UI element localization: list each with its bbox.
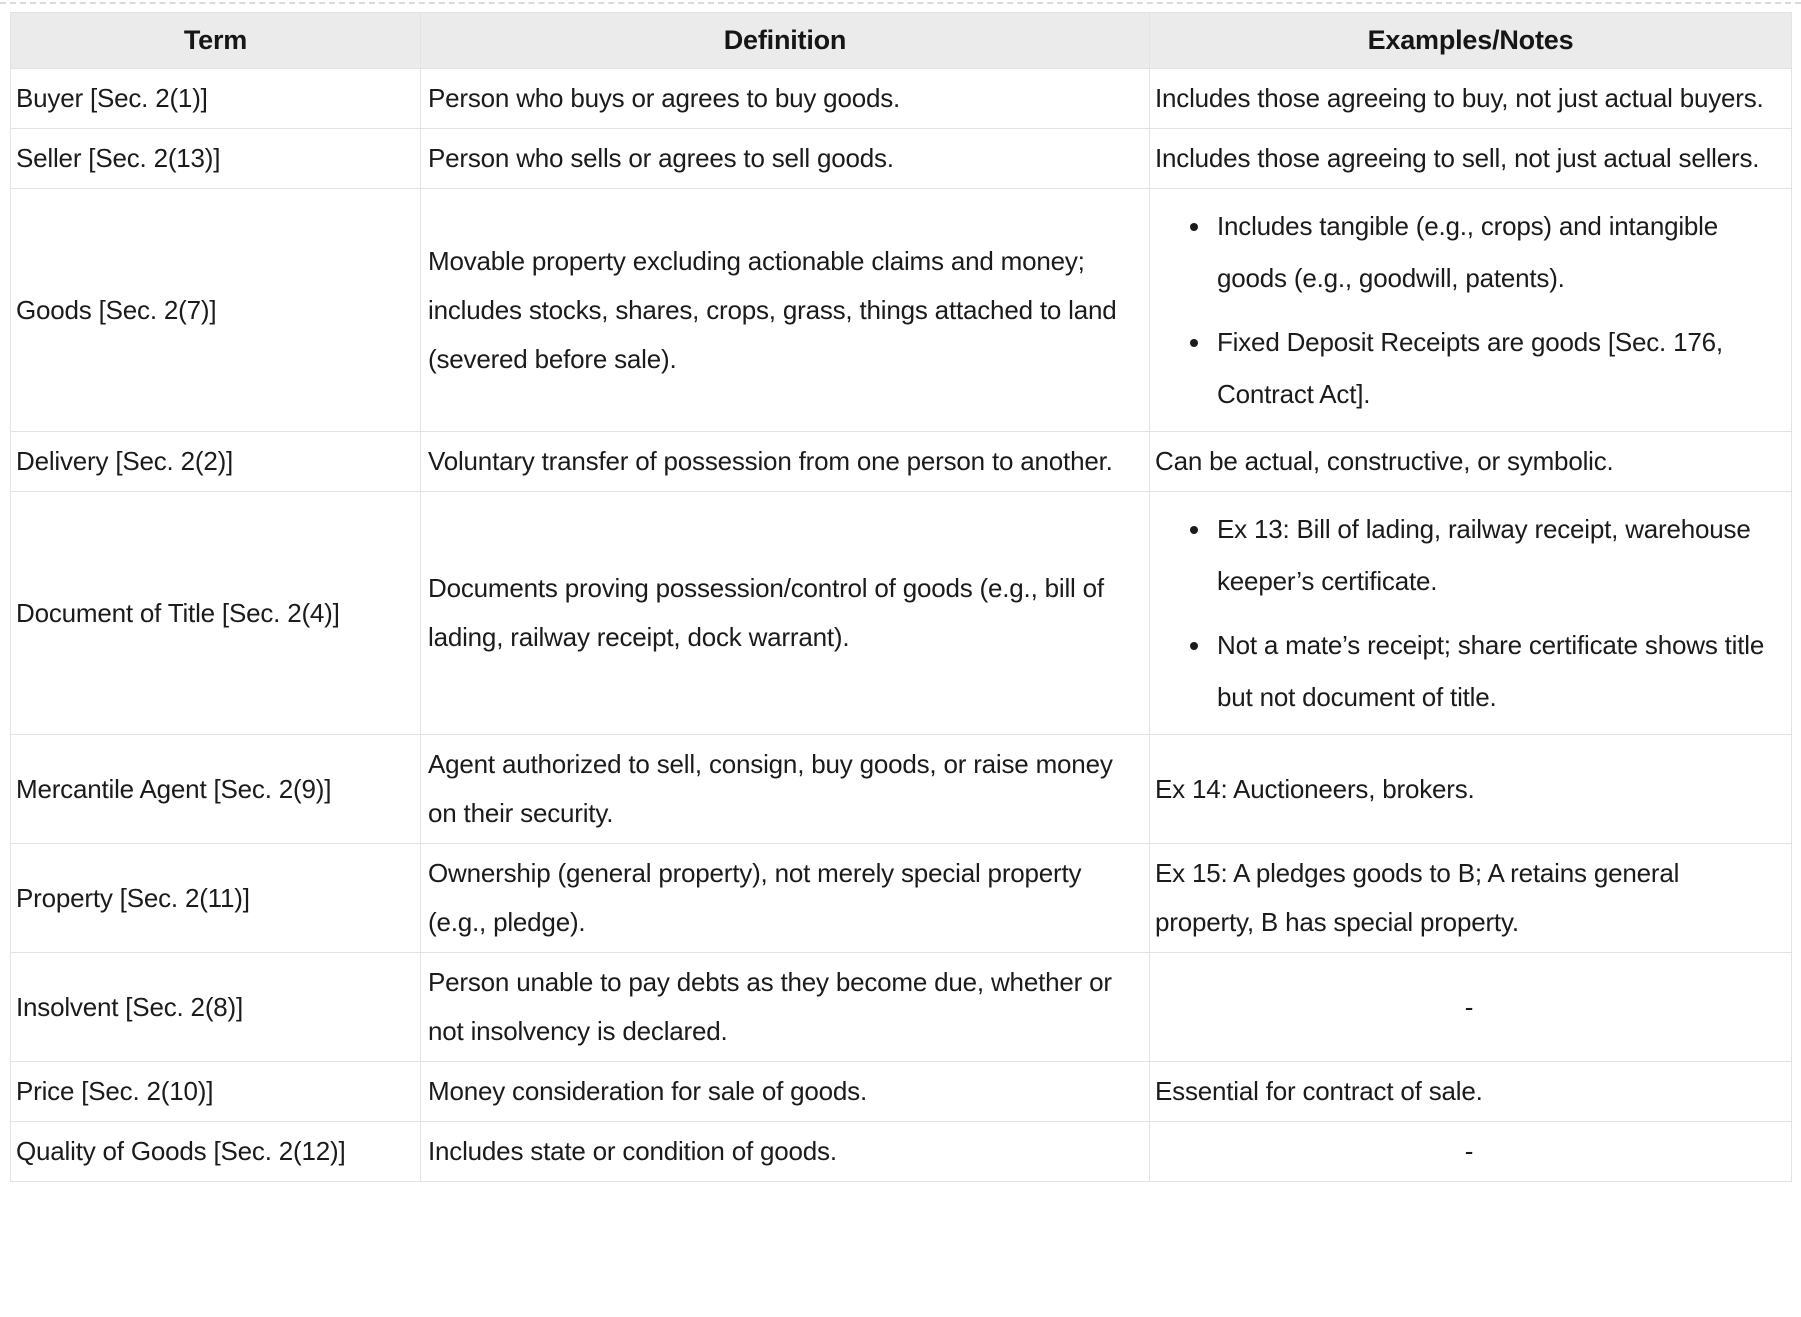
notes-list xyxy=(1155,194,1783,426)
examples-notes-cell xyxy=(1150,189,1792,432)
definition-cell: Voluntary transfer of possession from one person to another. xyxy=(421,432,1150,492)
examples-notes-cell: - xyxy=(1150,953,1792,1062)
header-cell-examples-notes: Examples/Notes xyxy=(1150,13,1792,69)
definition-cell: Movable property excluding actionable claims and money; includes stocks, shares, crops, grass, things attached to land (severed before sale). xyxy=(421,189,1150,432)
table-header xyxy=(11,13,1792,69)
table-row xyxy=(11,69,1792,129)
definition-cell: Documents proving possession/control of goods (e.g., bill of lading, railway receipt, dock warrant). xyxy=(421,492,1150,735)
notes-list xyxy=(1155,497,1783,729)
term-cell: Document of Title [Sec. 2(4)] xyxy=(11,492,421,735)
definition-cell: Includes state or condition of goods. xyxy=(421,1122,1150,1182)
table-row xyxy=(11,492,1792,735)
definition-cell: Money consideration for sale of goods. xyxy=(421,1062,1150,1122)
examples-notes-cell xyxy=(1150,492,1792,735)
term-cell: Delivery [Sec. 2(2)] xyxy=(11,432,421,492)
definition-cell: Ownership (general property), not merely special property (e.g., pledge). xyxy=(421,844,1150,953)
notes-bullet-item: • Fixed Deposit Receipts are goods [Sec. 176, Contract Act]. xyxy=(1213,316,1783,420)
table-row xyxy=(11,189,1792,432)
examples-notes-cell: Includes those agreeing to buy, not just actual buyers. xyxy=(1150,69,1792,129)
term-cell: Insolvent [Sec. 2(8)] xyxy=(11,953,421,1062)
table-body xyxy=(11,69,1792,1182)
table-row xyxy=(11,844,1792,953)
term-cell: Seller [Sec. 2(13)] xyxy=(11,129,421,189)
definition-cell: Person unable to pay debts as they become due, whether or not insolvency is declared. xyxy=(421,953,1150,1062)
examples-notes-cell: Ex 14: Auctioneers, brokers. xyxy=(1150,735,1792,844)
table-row xyxy=(11,1122,1792,1182)
examples-notes-cell: Includes those agreeing to sell, not just actual sellers. xyxy=(1150,129,1792,189)
top-divider-rule xyxy=(0,2,1801,4)
examples-notes-cell: Can be actual, constructive, or symbolic. xyxy=(1150,432,1792,492)
definition-cell: Agent authorized to sell, consign, buy goods, or raise money on their security. xyxy=(421,735,1150,844)
definition-cell: Person who sells or agrees to sell goods. xyxy=(421,129,1150,189)
table-row xyxy=(11,735,1792,844)
header-cell-definition: Definition xyxy=(421,13,1150,69)
notes-bullet-item: • Not a mate’s receipt; share certificate shows title but not document of title. xyxy=(1213,619,1783,723)
term-cell: Buyer [Sec. 2(1)] xyxy=(11,69,421,129)
term-cell: Goods [Sec. 2(7)] xyxy=(11,189,421,432)
table-row xyxy=(11,129,1792,189)
table-row xyxy=(11,1062,1792,1122)
table-row xyxy=(11,953,1792,1062)
examples-notes-cell: Ex 15: A pledges goods to B; A retains general property, B has special property. xyxy=(1150,844,1792,953)
header-row xyxy=(11,13,1792,69)
definitions-table xyxy=(10,12,1792,1182)
table-row xyxy=(11,432,1792,492)
header-cell-term: Term xyxy=(11,13,421,69)
term-cell: Property [Sec. 2(11)] xyxy=(11,844,421,953)
examples-notes-cell: Essential for contract of sale. xyxy=(1150,1062,1792,1122)
notes-bullet-item: • Ex 13: Bill of lading, railway receipt, warehouse keeper’s certificate. xyxy=(1213,503,1783,607)
term-cell: Quality of Goods [Sec. 2(12)] xyxy=(11,1122,421,1182)
notes-bullet-item: • Includes tangible (e.g., crops) and intangible goods (e.g., goodwill, patents). xyxy=(1213,200,1783,304)
term-cell: Mercantile Agent [Sec. 2(9)] xyxy=(11,735,421,844)
definition-cell: Person who buys or agrees to buy goods. xyxy=(421,69,1150,129)
term-cell: Price [Sec. 2(10)] xyxy=(11,1062,421,1122)
examples-notes-cell: - xyxy=(1150,1122,1792,1182)
